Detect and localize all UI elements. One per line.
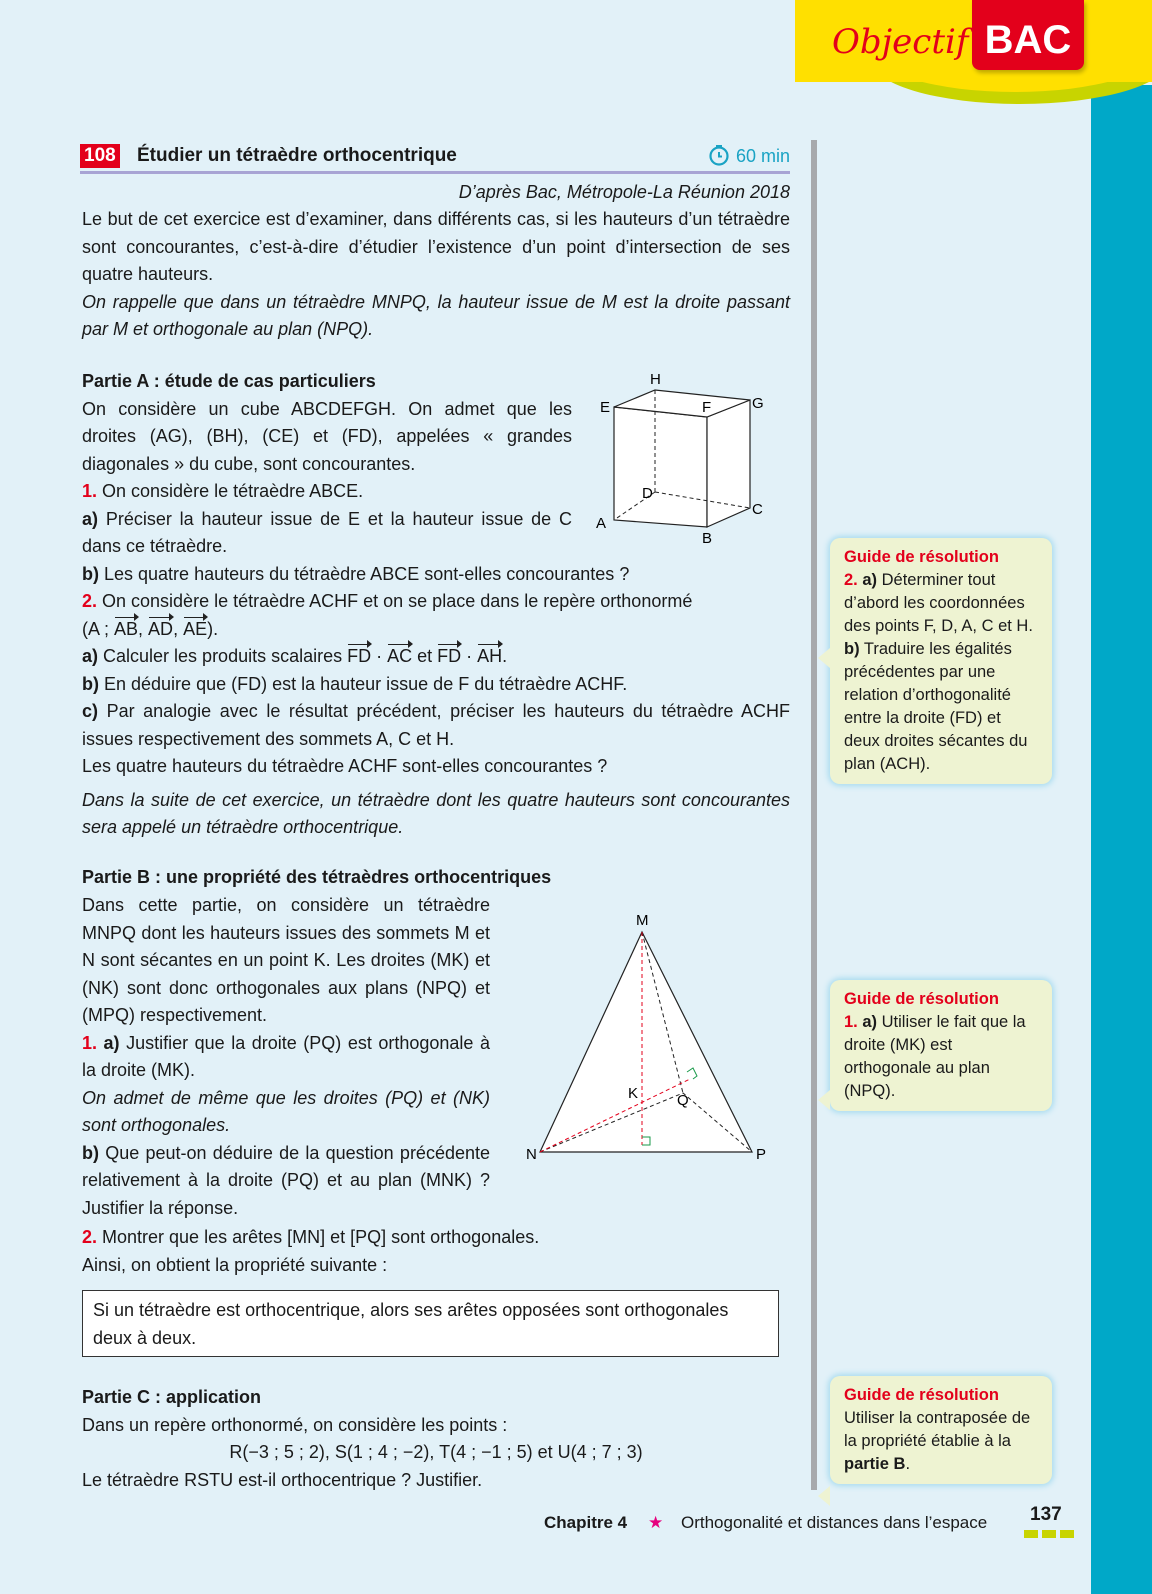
vertex-q: Q bbox=[677, 1092, 689, 1109]
and: et bbox=[412, 646, 438, 666]
objectif-label: Objectif bbox=[832, 22, 969, 62]
dot: · bbox=[461, 646, 478, 666]
q-letter: b) bbox=[82, 673, 99, 694]
dot: · bbox=[371, 646, 388, 666]
footer-chapter: Chapitre 4 bbox=[544, 1513, 628, 1532]
part-c-question: Le tétraèdre RSTU est-il orthocentrique ? Justifier. bbox=[82, 1469, 483, 1490]
frame-open: (A ; bbox=[82, 618, 115, 639]
q-text: Les quatre hauteurs du tétraèdre ACHF sont-elles concourantes ? bbox=[82, 756, 608, 776]
points-list: R(−3 ; 5 ; 2), S(1 ; 4 ; −2), T(4 ; −1 ; 5) et U(4 ; 7 ; 3) bbox=[229, 1442, 643, 1462]
guide-sub: a) bbox=[857, 1013, 878, 1031]
vector-ah: AH bbox=[477, 643, 502, 671]
sep: , bbox=[138, 618, 149, 639]
vertex-m: M bbox=[636, 912, 649, 929]
q-text: Justifier que la droite (PQ) est orthogonale à la droite (MK). bbox=[82, 1032, 490, 1080]
part-c bbox=[82, 1384, 790, 1494]
guide-box-2 bbox=[830, 980, 1052, 1111]
vertex-d: D bbox=[642, 485, 653, 502]
guide-title: Guide de résolution bbox=[844, 990, 999, 1008]
intro-text: Le but de cet exercice est d’examiner, dans différents cas, si les hauteurs d’un tétraèdre sont concourantes, c’est-à-dire d’étudier l’existence d’un point d’intersection de ses quatre hauteurs. bbox=[82, 209, 790, 284]
q-text: En déduire que (FD) est la hauteur issue de F du tétraèdre ACHF. bbox=[99, 673, 628, 694]
q-text: Par analogie avec le résultat précédent, préciser les hauteurs du tétraèdre ACHF issues respectivement des sommets A, C et H. bbox=[82, 701, 790, 749]
part-b-text: Dans cette partie, on considère un tétraèdre MNPQ dont les hauteurs issues des sommets M et N sont sécantes en un point K. Les droites (MK) et (NK) sont donc orthogonales aux plans (NPQ) et (MPQ) respectivement. bbox=[82, 895, 490, 1025]
q-letter: a) bbox=[82, 508, 99, 529]
page-number-decoration bbox=[1024, 1530, 1076, 1538]
q-number: 1. bbox=[82, 481, 98, 501]
q-text: Les quatre hauteurs du tétraèdre ABCE sont-elles concourantes ? bbox=[99, 563, 630, 584]
q-text: Montrer que les arêtes [MN] et [PQ] sont orthogonales. bbox=[97, 1227, 540, 1247]
point-k: K bbox=[628, 1085, 639, 1102]
end: . bbox=[502, 646, 508, 666]
vector-fd: FD bbox=[437, 643, 461, 671]
guide-text: Traduire les égalités précédentes par une relation d’orthogonalité entre la droite (FD) et deux droites sécantes du plan (ACH). bbox=[844, 640, 1028, 773]
vertex-h: H bbox=[650, 371, 661, 388]
q-text: Que peut-on déduire de la question précédente relativement à la droite (PQ) et au plan (MNK) ? Justifier la réponse. bbox=[82, 1142, 490, 1218]
part-b-end bbox=[82, 1224, 790, 1279]
stopwatch-icon bbox=[708, 144, 730, 166]
q-letter: a) bbox=[97, 1032, 120, 1053]
side-stripe bbox=[1091, 85, 1152, 1594]
vertex-e: E bbox=[600, 399, 611, 416]
part-b-intro bbox=[82, 892, 490, 1222]
sep: , bbox=[173, 618, 184, 639]
part-a-title: Partie A : étude de cas particuliers bbox=[82, 371, 376, 391]
q-letter: c) bbox=[82, 701, 99, 721]
part-a-questions bbox=[82, 533, 790, 842]
duration-text: 60 min bbox=[735, 146, 790, 166]
tetrahedron-figure bbox=[520, 905, 780, 1170]
margin-divider bbox=[811, 140, 817, 1490]
vertex-f: F bbox=[702, 399, 712, 416]
footer-subject: Orthogonalité et distances dans l’espace bbox=[681, 1513, 988, 1532]
guide-title: Guide de résolution bbox=[844, 1386, 999, 1404]
guide-bold: partie B bbox=[844, 1455, 906, 1473]
q-number: 1. bbox=[82, 1032, 98, 1053]
guide-text: Utiliser la contraposée de la propriété établie à la bbox=[844, 1409, 1031, 1450]
exercise-source: D’après Bac, Métropole-La Réunion 2018 bbox=[458, 182, 790, 202]
frame-close: ). bbox=[207, 618, 219, 639]
guide-text: Utiliser le fait que la droite (MK) est orthogonale au plan (NPQ). bbox=[844, 1013, 1026, 1100]
property-box: Si un tétraèdre est orthocentrique, alors ses arêtes opposées sont orthogonales deux à deux. bbox=[82, 1290, 779, 1357]
q-number: 2. bbox=[82, 1227, 98, 1247]
q-letter: a) bbox=[82, 646, 99, 666]
guide-sub: b) bbox=[844, 640, 860, 658]
vector-ab: AB bbox=[114, 616, 138, 644]
guide-num: 2. bbox=[844, 571, 858, 589]
vertex-p: P bbox=[756, 1146, 767, 1163]
part-a-intro bbox=[82, 368, 572, 561]
star-icon: ★ bbox=[648, 1513, 664, 1532]
duration bbox=[708, 144, 790, 167]
cube-figure bbox=[596, 368, 776, 548]
intro-reminder: On rappelle que dans un tétraèdre MNPQ, la hauteur issue de M est la droite passant par M et orthogonale au plan (NPQ). bbox=[82, 291, 790, 339]
page-number: 137 bbox=[1030, 1504, 1062, 1525]
guide-box-3 bbox=[830, 1376, 1052, 1484]
definition-note: Dans la suite de cet exercice, un tétraèdre dont les quatre hauteurs sont concourantes sera appelé un tétraèdre orthocentrique. bbox=[82, 789, 790, 837]
vertex-b: B bbox=[702, 530, 713, 547]
exercise-number: 108 bbox=[80, 144, 120, 168]
intro bbox=[82, 206, 790, 344]
exercise-header bbox=[80, 142, 790, 174]
guide-title: Guide de résolution bbox=[844, 548, 999, 566]
exercise-title: Étudier un tétraèdre orthocentrique bbox=[137, 145, 457, 166]
q-text: On considère le tétraèdre ACHF et on se place dans le repère orthonormé bbox=[97, 591, 693, 611]
vertex-a: A bbox=[596, 515, 607, 532]
q-number: 2. bbox=[82, 591, 98, 611]
part-b-title: Partie B : une propriété des tétraèdres orthocentriques bbox=[82, 867, 552, 887]
vector-ac: AC bbox=[387, 643, 412, 671]
bac-label: BAC bbox=[972, 0, 1084, 70]
q-letter: b) bbox=[82, 1142, 99, 1163]
vertex-n: N bbox=[526, 1146, 537, 1163]
vector-ad: AD bbox=[148, 616, 173, 644]
part-c-title: Partie C : application bbox=[82, 1387, 262, 1407]
guide-num: 1. bbox=[844, 1013, 858, 1031]
part-b-title-wrap bbox=[82, 864, 790, 892]
q-text: Préciser la hauteur issue de E et la hauteur issue de C dans ce tétraèdre. bbox=[82, 508, 572, 556]
vertex-c: C bbox=[752, 501, 763, 518]
vector-fd: FD bbox=[347, 643, 371, 671]
guide-text: Déterminer tout d’abord les coordonnées des points F, D, A, C et H. bbox=[844, 571, 1033, 635]
guide-sub: a) bbox=[857, 571, 878, 589]
q-text: Calculer les produits scalaires bbox=[98, 646, 348, 666]
admitted-fact: On admet de même que les droites (PQ) et (NK) sont orthogonales. bbox=[82, 1087, 490, 1135]
guide-end: . bbox=[905, 1455, 911, 1473]
guide-box-1 bbox=[830, 538, 1052, 784]
ainsi-text: Ainsi, on obtient la propriété suivante : bbox=[82, 1254, 388, 1275]
part-c-text: Dans un repère orthonormé, on considère les points : bbox=[82, 1414, 508, 1435]
vertex-g: G bbox=[752, 395, 764, 412]
q-text: On considère le tétraèdre ABCE. bbox=[97, 481, 364, 501]
q-letter: b) bbox=[82, 563, 99, 584]
frame bbox=[82, 616, 790, 644]
vector-ae: AE bbox=[183, 616, 207, 644]
part-a-text: On considère un cube ABCDEFGH. On admet que les droites (AG), (BH), (CE) et (FD), appelées « grandes diagonales » du cube, sont concourantes. bbox=[82, 398, 572, 474]
